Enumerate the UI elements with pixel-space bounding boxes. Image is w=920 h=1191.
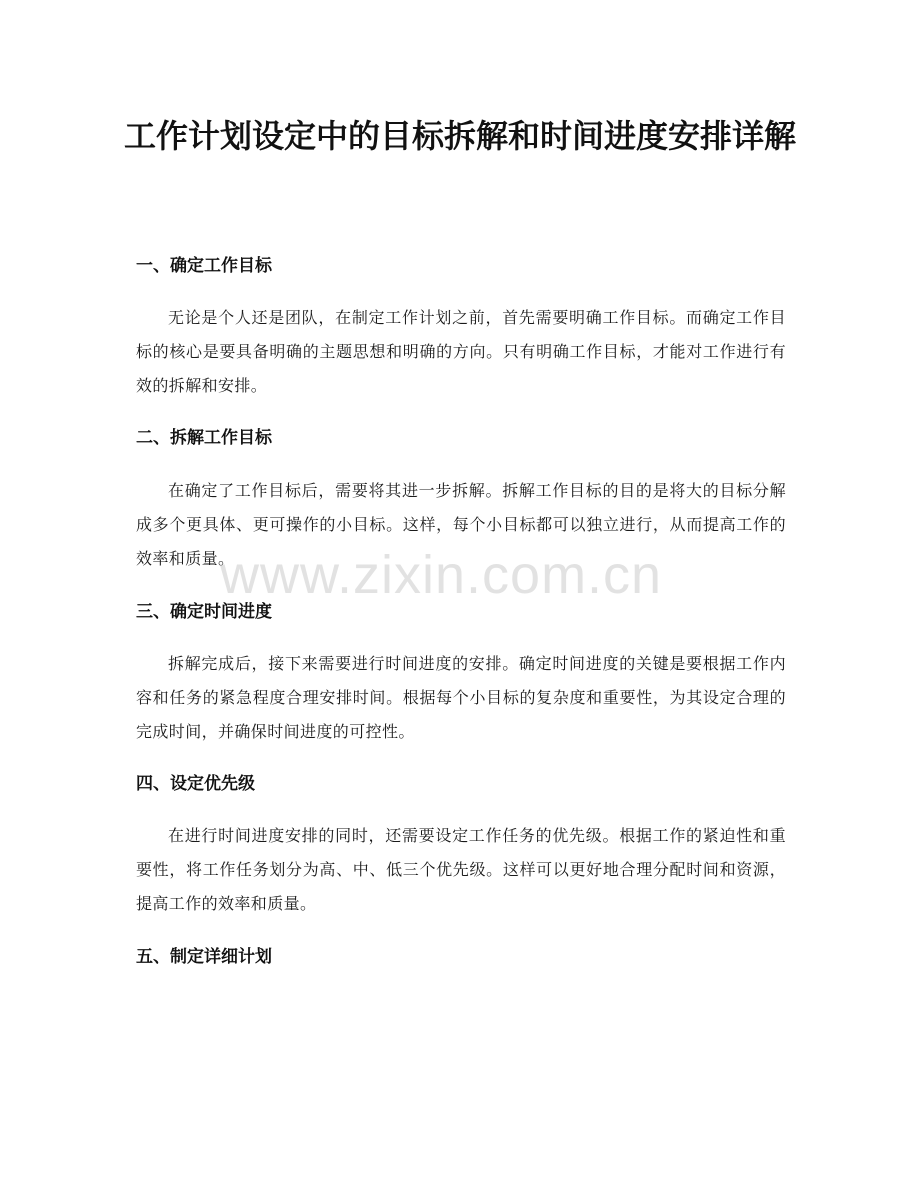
section-heading-3: 三、确定时间进度 <box>136 602 272 622</box>
section-heading-4: 四、设定优先级 <box>136 774 255 794</box>
section-paragraph-2: 在确定了工作目标后，需要将其进一步拆解。拆解工作目标的目的是将大的目标分解成多个更具体、更可操作的小目标。这样，每个小目标都可以独立进行，从而提高工作的效率和质量。 <box>136 481 786 568</box>
section-paragraph-3: 拆解完成后，接下来需要进行时间进度的安排。确定时间进度的关键是要根据工作内容和任务的紧急程度合理安排时间。根据每个小目标的复杂度和重要性，为其设定合理的完成时间，并确保时间进度的可控性。 <box>136 654 786 741</box>
document-title: 工作计划设定中的目标拆解和时间进度安排详解 <box>123 117 796 155</box>
watermark: www.zixin.com.cn <box>220 545 663 605</box>
section-paragraph-4: 在进行时间进度安排的同时，还需要设定工作任务的优先级。根据工作的紧迫性和重要性，将工作任务划分为高、中、低三个优先级。这样可以更好地合理分配时间和资源，提高工作的效率和质量。 <box>136 826 786 913</box>
section-paragraph-1: 无论是个人还是团队，在制定工作计划之前，首先需要明确工作目标。而确定工作目标的核心是要具备明确的主题思想和明确的方向。只有明确工作目标，才能对工作进行有效的拆解和安排。 <box>136 308 786 395</box>
section-heading-2: 二、拆解工作目标 <box>136 428 272 448</box>
section-heading-1: 一、确定工作目标 <box>136 256 272 276</box>
section-heading-5: 五、制定详细计划 <box>136 947 272 967</box>
